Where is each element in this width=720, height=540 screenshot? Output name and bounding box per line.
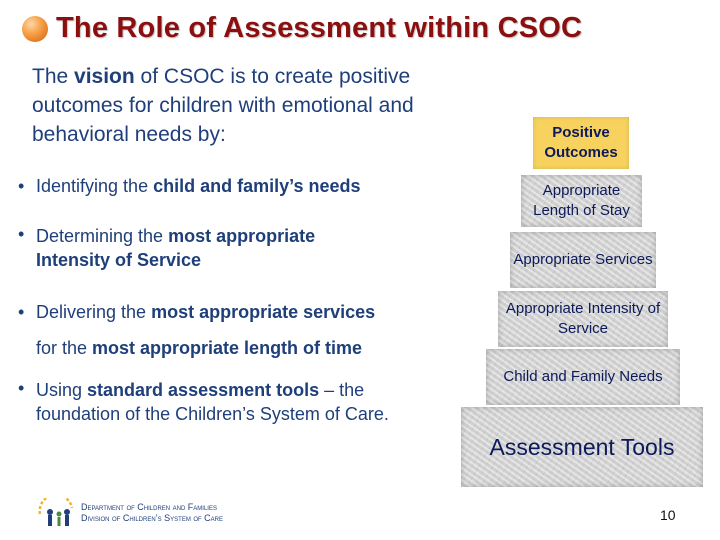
logo-line-2: Division of Children’s System of Care <box>81 513 224 523</box>
intro-pre: The <box>32 65 75 88</box>
pyramid-level-services: Appropriate Services <box>510 232 656 288</box>
bullet-dot: • <box>18 224 25 244</box>
pyramid-level-assessment-tools: Assessment Tools <box>461 407 703 487</box>
bullet-text <box>36 378 396 426</box>
pyramid-level-length-of-stay: Appropriate Length of Stay <box>521 175 642 227</box>
bullet-bold: most appropriate services <box>151 302 376 322</box>
bullet-post: – the foundation of the Children’s System of Care. <box>36 380 389 424</box>
intro-post: of CSOC is to create positive outcomes for children with emotional and behavioral needs by: <box>32 65 414 146</box>
title-row <box>22 12 582 45</box>
family-logo-icon <box>38 498 78 528</box>
bullet-text <box>36 224 376 272</box>
intro-bold: vision <box>74 65 135 88</box>
pyramid-level-needs: Child and Family Needs <box>486 349 680 405</box>
logo-line-1: Department of Children and Families <box>81 502 217 512</box>
bullet-pre: Determining the <box>36 226 169 246</box>
bullet-text <box>36 176 361 197</box>
bullet-pre: Identifying the <box>36 176 154 196</box>
bullet-pre: Delivering the <box>36 302 152 322</box>
dcf-logo <box>38 498 223 528</box>
bullet-bold: most appropriate Intensity of Service <box>36 226 316 270</box>
slide-title: The Role of Assessment within CSOC <box>56 12 583 44</box>
bullet-dot: • <box>18 176 25 196</box>
bullet-text <box>36 338 362 359</box>
bullet-dot: • <box>18 378 25 398</box>
bullet-dot: • <box>18 302 25 322</box>
bullet-text <box>36 302 375 323</box>
bullet-pre: for the <box>36 338 93 358</box>
bullet-pre: Using <box>36 380 88 400</box>
logo-text <box>81 502 223 524</box>
pyramid-level-intensity: Appropriate Intensity of Service <box>498 291 668 347</box>
page-number: 10 <box>660 507 676 523</box>
bullet-bold: standard assessment tools <box>87 380 320 400</box>
orange-orb-icon <box>22 16 48 42</box>
intro-text <box>32 62 472 149</box>
pyramid-level-positive-outcomes: Positive Outcomes <box>533 117 629 169</box>
bullet-bold: most appropriate length of time <box>92 338 363 358</box>
bullet-bold: child and family’s needs <box>153 176 361 196</box>
